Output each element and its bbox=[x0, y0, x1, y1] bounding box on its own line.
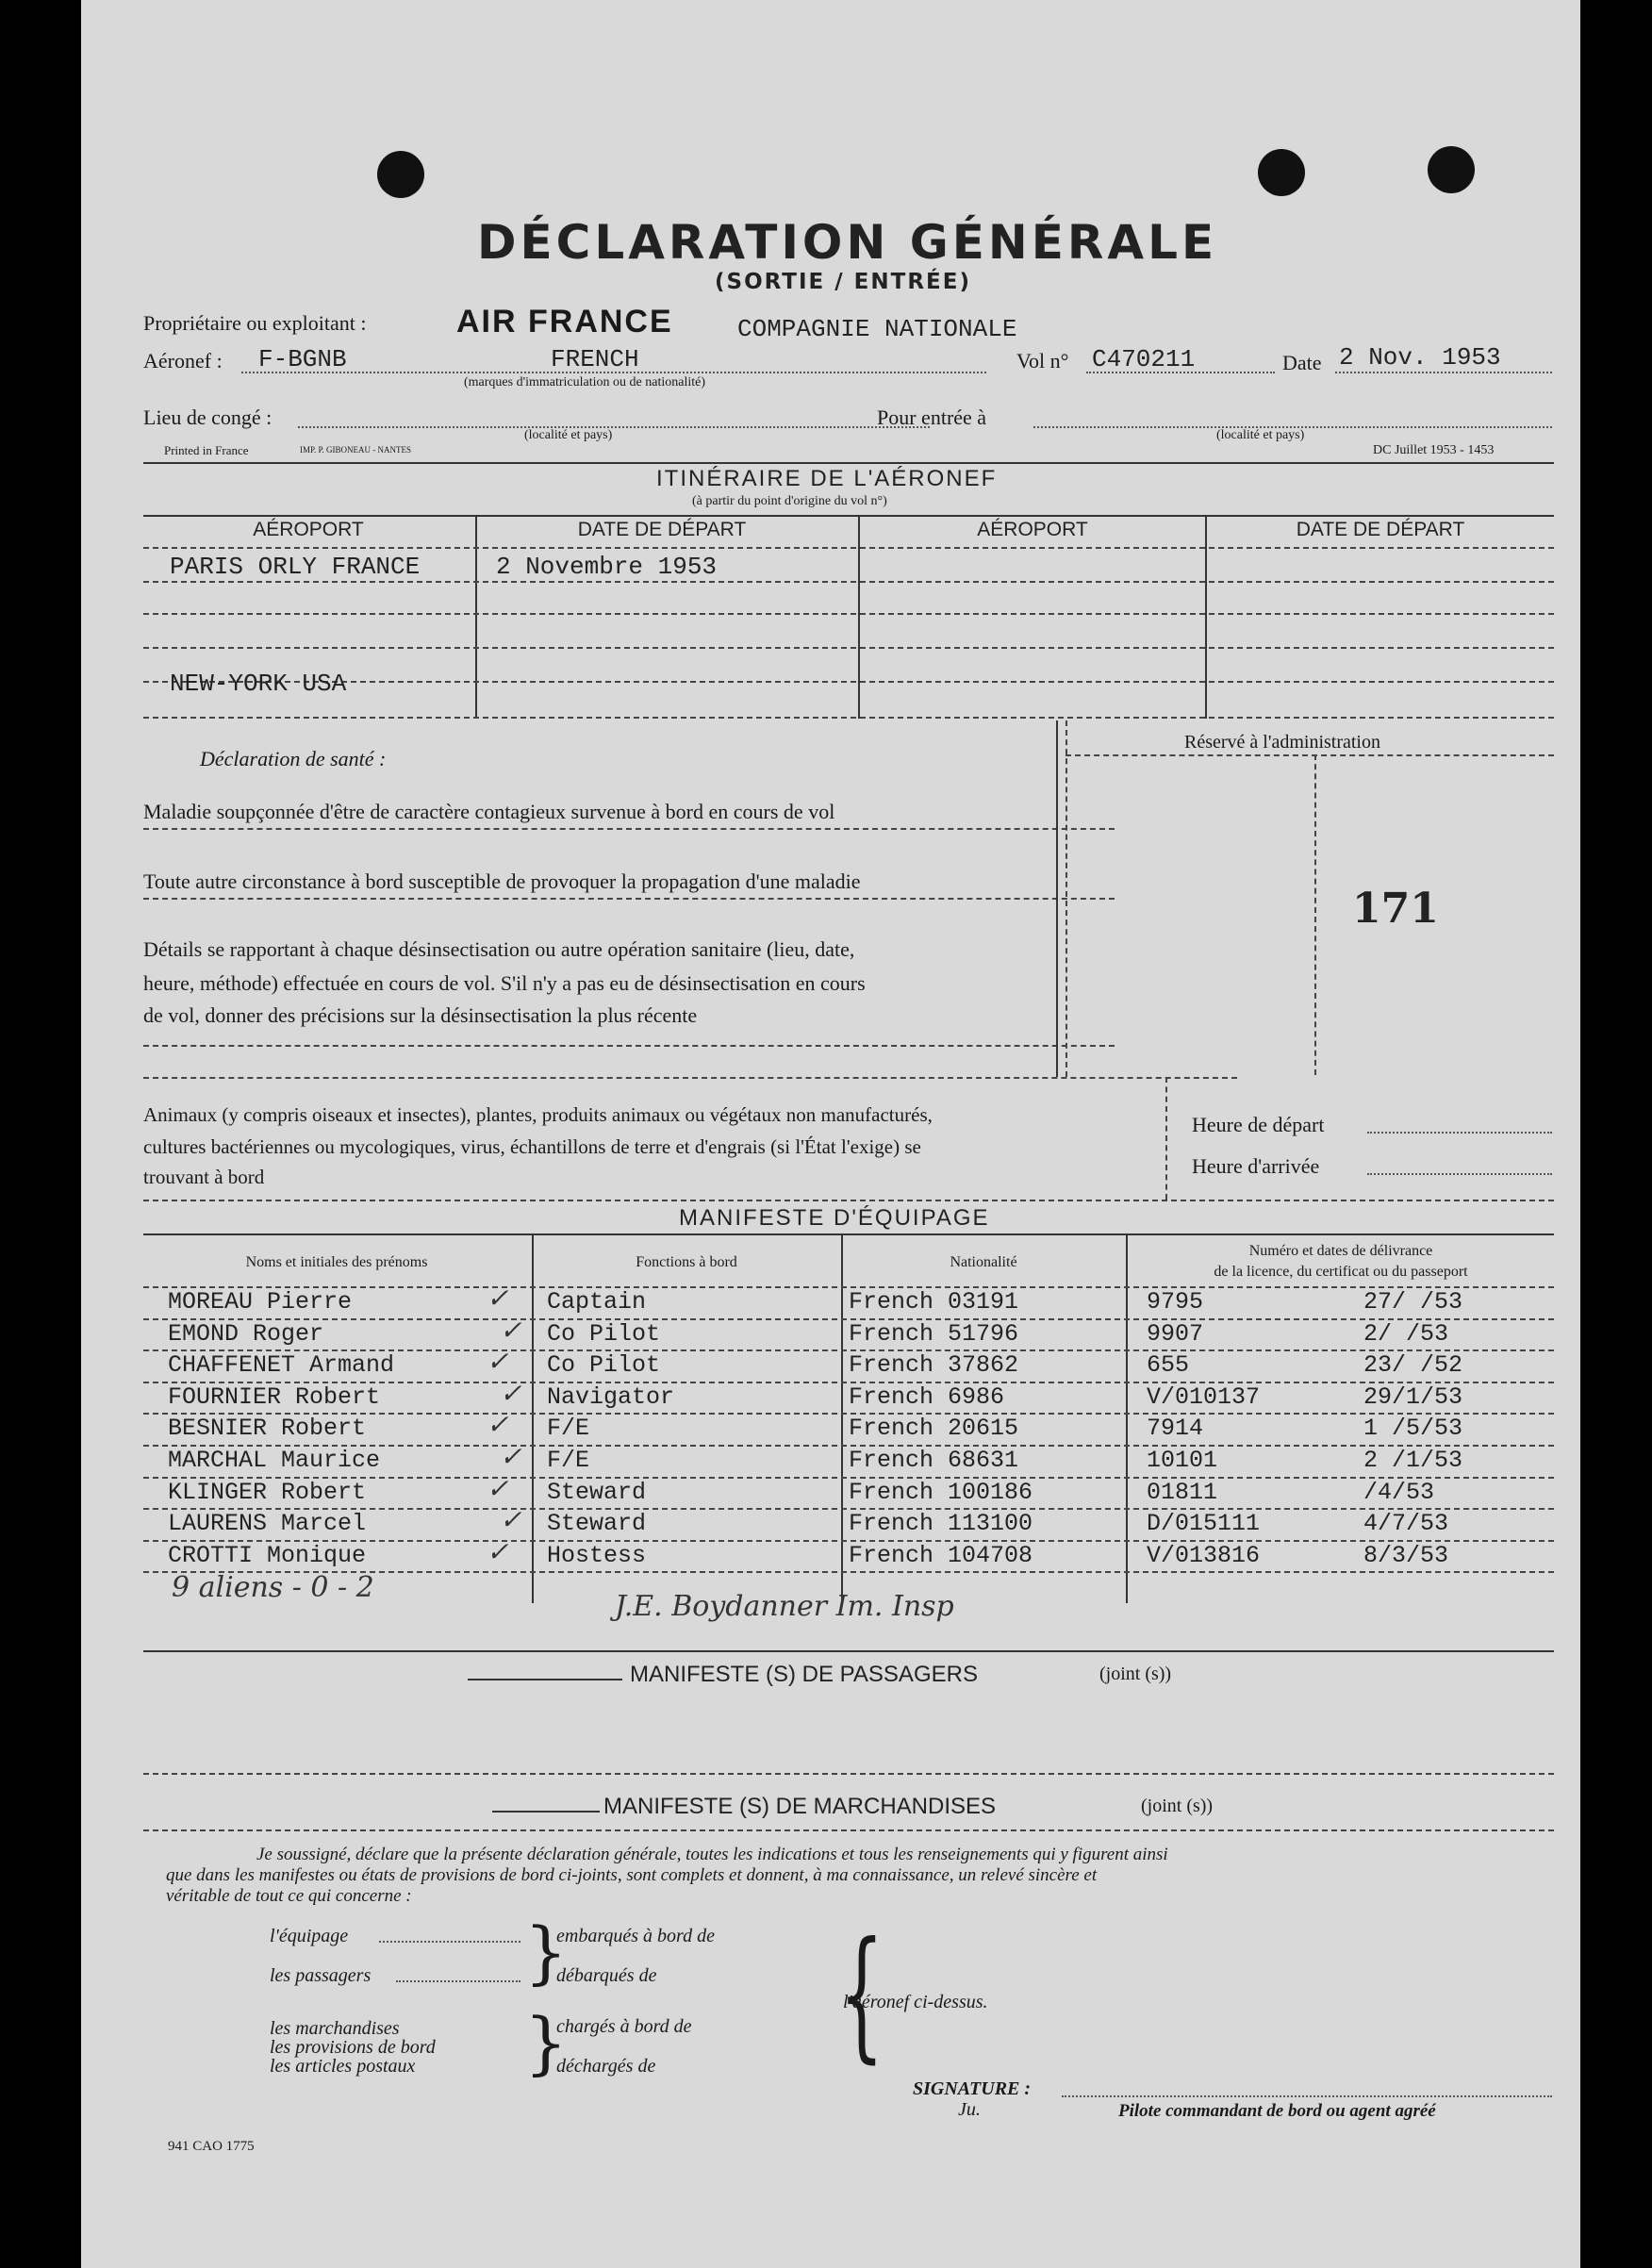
departure-time-label: Heure de départ bbox=[1192, 1113, 1325, 1136]
aircraft-value: F-BGNB bbox=[258, 345, 347, 373]
declaration-line-3: véritable de tout ce qui concerne : bbox=[166, 1886, 412, 1906]
itinerary-origin: PARIS ORLY FRANCE bbox=[170, 553, 421, 581]
crew-license-date: 2/ /53 bbox=[1363, 1319, 1449, 1348]
crew-name: CHAFFENET Armand bbox=[168, 1351, 395, 1380]
punch-hole-right bbox=[1258, 149, 1305, 196]
crew-license-date: /4/53 bbox=[1363, 1478, 1435, 1506]
brace-aircraft: { bbox=[838, 1912, 884, 2077]
declaration-line-2: que dans les manifestes ou états de provisions de bord ci-joints, sont complets et donnent, à ma connaissance, un relevé sincère et bbox=[166, 1865, 1098, 1885]
decl-disembarked: débarqués de bbox=[556, 1965, 657, 1986]
crew-nationality: French 03191 bbox=[849, 1288, 1019, 1316]
decl-loaded: chargés à bord de bbox=[556, 2016, 692, 2037]
entry-label: Pour entrée à bbox=[877, 406, 987, 429]
crew-function: Co Pilot bbox=[547, 1351, 661, 1380]
check-mark-icon: ✓ bbox=[487, 1472, 509, 1504]
crew-function: Steward bbox=[547, 1510, 647, 1538]
passengers-joint: (joint (s)) bbox=[1099, 1664, 1172, 1684]
printer-note: IMP. P. GIBONEAU - NANTES bbox=[300, 445, 412, 455]
flight-label: Vol n° bbox=[1016, 349, 1069, 372]
crew-function: Hostess bbox=[547, 1541, 647, 1569]
crew-name: KLINGER Robert bbox=[168, 1478, 367, 1506]
animals-line-1: Animaux (y compris oiseaux et insectes), plantes, produits animaux ou végétaux non manufacturés, bbox=[143, 1103, 933, 1126]
crew-function: Navigator bbox=[547, 1382, 675, 1411]
crew-name: MARCHAL Maurice bbox=[168, 1447, 381, 1474]
nationality-value: FRENCH bbox=[551, 345, 639, 373]
col-date-1: DATE DE DÉPART bbox=[577, 519, 747, 540]
brace-people: } bbox=[524, 1912, 568, 1992]
owner-value: AIR FRANCE bbox=[456, 304, 673, 339]
form-sheet bbox=[81, 0, 1580, 2268]
crew-function: Steward bbox=[547, 1478, 647, 1506]
crew-name: EMOND Roger bbox=[168, 1319, 324, 1348]
crew-name: BESNIER Robert bbox=[168, 1415, 367, 1443]
date-label: Date bbox=[1282, 351, 1322, 374]
signature-value: Ju. bbox=[958, 2099, 981, 2120]
col-crew-license-a: Numéro et dates de délivrance bbox=[1248, 1243, 1433, 1259]
pilot-label: Pilote commandant de bord ou agent agréé bbox=[1118, 2101, 1436, 2121]
inspector-signature: J.E. Boydanner Im. Insp bbox=[615, 1590, 954, 1623]
crew-name: LAURENS Marcel bbox=[168, 1510, 367, 1538]
crew-license-date: 4/7/53 bbox=[1363, 1510, 1449, 1538]
page-title: DÉCLARATION GÉNÉRALE bbox=[477, 215, 1218, 270]
brace-goods: } bbox=[524, 2003, 568, 2082]
page-subtitle: (SORTIE / ENTRÉE) bbox=[715, 270, 971, 294]
crew-name: FOURNIER Robert bbox=[168, 1382, 381, 1411]
flight-value: C470211 bbox=[1092, 345, 1196, 373]
crew-license-date: 29/1/53 bbox=[1363, 1382, 1463, 1411]
decl-unloaded: déchargés de bbox=[556, 2056, 656, 2077]
signature-label: SIGNATURE : bbox=[913, 2078, 1032, 2099]
check-mark-icon: ✓ bbox=[500, 1441, 522, 1472]
decl-embarked: embarqués à bord de bbox=[556, 1926, 715, 1946]
locality-note-clearance: (localité et pays) bbox=[524, 428, 613, 442]
crew-nationality: French 113100 bbox=[849, 1510, 1033, 1538]
col-crew-nationality: Nationalité bbox=[950, 1254, 1017, 1270]
crew-function: Captain bbox=[547, 1288, 647, 1316]
health-title: Déclaration de santé : bbox=[200, 747, 387, 770]
crew-function: F/E bbox=[547, 1415, 590, 1443]
col-airport-2: AÉROPORT bbox=[977, 519, 1088, 540]
punch-hole-far-right bbox=[1428, 146, 1475, 193]
footer-code: 941 CAO 1775 bbox=[168, 2139, 255, 2154]
itinerary-title: ITINÉRAIRE DE L'AÉRONEF bbox=[656, 466, 998, 491]
itinerary-destination: NEW-YORK USA bbox=[170, 670, 347, 698]
col-crew-name: Noms et initiales des prénoms bbox=[245, 1254, 428, 1270]
crew-nationality: French 68631 bbox=[849, 1447, 1019, 1474]
owner-label: Propriétaire ou exploitant : bbox=[143, 311, 367, 335]
health-line-3b: heure, méthode) effectuée en cours de vol. S'il n'y a pas eu de désinsectisation en cours bbox=[143, 971, 866, 995]
col-crew-license-b: de la licence, du certificat ou du passeport bbox=[1214, 1264, 1468, 1280]
itinerary-subtitle: (à partir du point d'origine du vol n°) bbox=[692, 494, 887, 508]
col-crew-function: Fonctions à bord bbox=[636, 1254, 737, 1270]
check-mark-icon: ✓ bbox=[500, 1504, 522, 1536]
crew-license-number: 655 bbox=[1147, 1351, 1190, 1380]
crew-nationality: French 37862 bbox=[849, 1351, 1019, 1380]
animals-line-3: trouvant à bord bbox=[143, 1166, 265, 1188]
crew-license-number: 7914 bbox=[1147, 1415, 1204, 1443]
crew-nationality: French 51796 bbox=[849, 1319, 1019, 1348]
check-mark-icon: ✓ bbox=[500, 1314, 522, 1346]
crew-nationality: French 100186 bbox=[849, 1478, 1033, 1506]
decl-provisions: les provisions de bord bbox=[270, 2037, 436, 2058]
crew-function: F/E bbox=[547, 1447, 590, 1474]
clearance-label: Lieu de congé : bbox=[143, 406, 273, 429]
crew-license-number: V/010137 bbox=[1147, 1382, 1261, 1411]
reserved-admin-label: Réservé à l'administration bbox=[1184, 732, 1380, 753]
health-line-3a: Détails se rapportant à chaque désinsectisation ou autre opération sanitaire (lieu, date, bbox=[143, 937, 855, 961]
col-date-2: DATE DE DÉPART bbox=[1296, 519, 1465, 540]
health-line-2: Toute autre circonstance à bord susceptible de provoquer la propagation d'une maladie bbox=[143, 869, 861, 893]
check-mark-icon: ✓ bbox=[487, 1535, 509, 1567]
crew-license-date: 1 /5/53 bbox=[1363, 1415, 1463, 1443]
col-airport-1: AÉROPORT bbox=[253, 519, 364, 540]
crew-name: MOREAU Pierre bbox=[168, 1288, 353, 1316]
animals-line-2: cultures bactériennes ou mycologiques, virus, échantillons de terre et d'engrais (si l'État l'exige) se bbox=[143, 1135, 921, 1158]
health-line-1: Maladie soupçonnée d'être de caractère contagieux survenue à bord en cours de vol bbox=[143, 800, 835, 823]
form-reference: DC Juillet 1953 - 1453 bbox=[1373, 443, 1495, 457]
goods-joint: (joint (s)) bbox=[1141, 1796, 1214, 1816]
crew-license-date: 23/ /52 bbox=[1363, 1351, 1463, 1380]
crew-handwritten-note: 9 aliens - 0 - 2 bbox=[172, 1571, 374, 1604]
locality-note-entry: (localité et pays) bbox=[1216, 428, 1305, 442]
decl-aircraft: l'aéronef ci-dessus. bbox=[843, 1992, 988, 2012]
date-value: 2 Nov. 1953 bbox=[1339, 343, 1501, 372]
crew-license-number: 9795 bbox=[1147, 1288, 1204, 1316]
printed-note: Printed in France bbox=[164, 443, 249, 457]
decl-mail: les articles postaux bbox=[270, 2056, 416, 2077]
crew-license-number: 10101 bbox=[1147, 1447, 1218, 1474]
crew-name: CROTTI Monique bbox=[168, 1541, 367, 1569]
check-mark-icon: ✓ bbox=[487, 1346, 509, 1378]
goods-manifest-title: MANIFESTE (S) DE MARCHANDISES bbox=[603, 1794, 997, 1819]
crew-license-date: 27/ /53 bbox=[1363, 1288, 1463, 1316]
itinerary-origin-date: 2 Novembre 1953 bbox=[496, 553, 718, 581]
declaration-line-1: Je soussigné, déclare que la présente déclaration générale, toutes les indications et tous les renseignements qui y figurent ainsi bbox=[256, 1845, 1168, 1864]
crew-manifest-title: MANIFESTE D'ÉQUIPAGE bbox=[679, 1205, 990, 1231]
passengers-manifest-title: MANIFESTE (S) DE PASSAGERS bbox=[630, 1662, 978, 1687]
check-mark-icon: ✓ bbox=[487, 1283, 509, 1314]
crew-license-date: 2 /1/53 bbox=[1363, 1447, 1463, 1474]
crew-license-number: 9907 bbox=[1147, 1319, 1204, 1348]
decl-goods: les marchandises bbox=[270, 2018, 400, 2039]
admin-stamp-number: 171 bbox=[1352, 885, 1439, 933]
check-mark-icon: ✓ bbox=[487, 1409, 509, 1441]
crew-license-number: V/013816 bbox=[1147, 1541, 1261, 1569]
aircraft-label: Aéronef : bbox=[143, 349, 223, 372]
crew-function: Co Pilot bbox=[547, 1319, 661, 1348]
health-line-3c: de vol, donner des précisions sur la désinsectisation la plus récente bbox=[143, 1003, 698, 1027]
check-mark-icon: ✓ bbox=[500, 1377, 522, 1409]
decl-crew: l'équipage bbox=[270, 1926, 349, 1946]
crew-nationality: French 6986 bbox=[849, 1382, 1005, 1411]
crew-nationality: French 20615 bbox=[849, 1415, 1019, 1443]
decl-passengers: les passagers bbox=[270, 1965, 372, 1986]
owner-value-company: COMPAGNIE NATIONALE bbox=[737, 315, 1017, 343]
crew-license-number: D/015111 bbox=[1147, 1510, 1261, 1538]
crew-license-date: 8/3/53 bbox=[1363, 1541, 1449, 1569]
marks-note: (marques d'immatriculation ou de nationalité) bbox=[464, 375, 705, 389]
punch-hole-left bbox=[377, 151, 424, 198]
crew-license-number: 01811 bbox=[1147, 1478, 1218, 1506]
arrival-time-label: Heure d'arrivée bbox=[1192, 1154, 1320, 1178]
crew-nationality: French 104708 bbox=[849, 1541, 1033, 1569]
